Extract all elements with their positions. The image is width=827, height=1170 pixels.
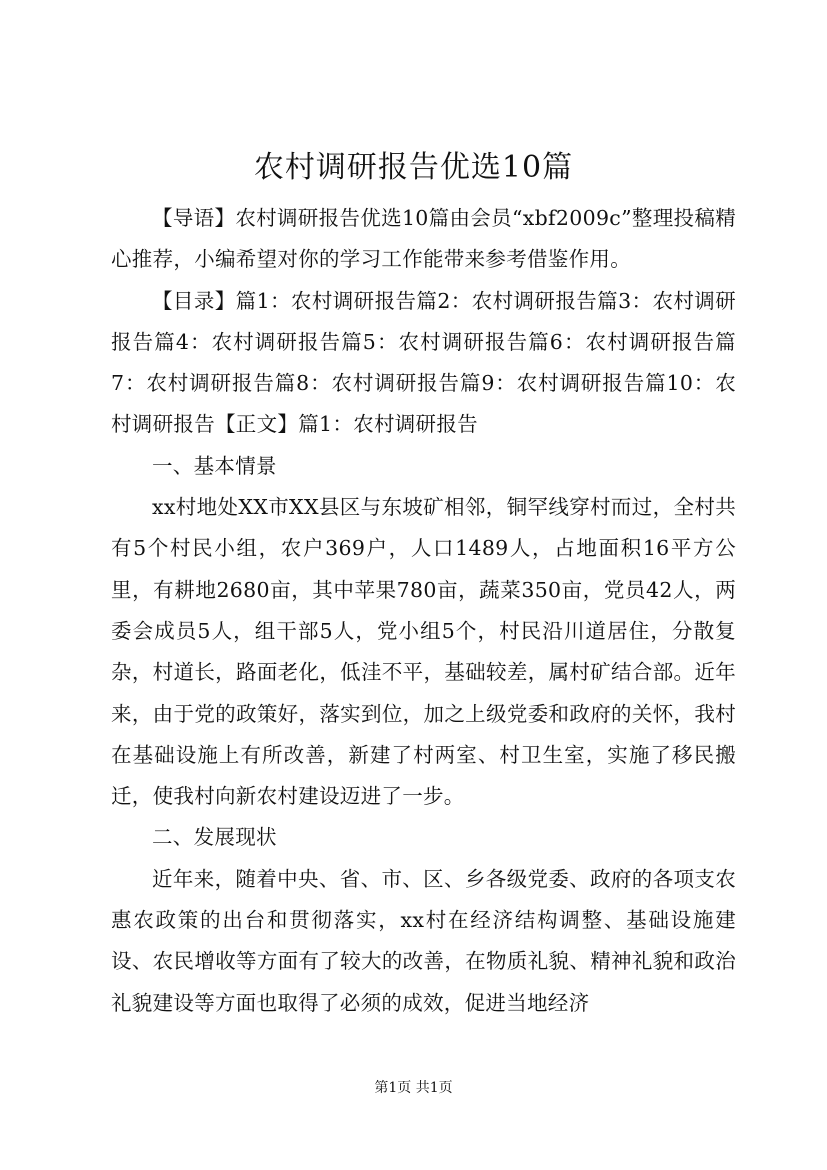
page-footer: 第1页 共1页: [374, 1080, 453, 1096]
status-paragraph: 近年来，随着中央、省、市、区、乡各级党委、政府的各项支农惠农政策的出台和贯彻落实，xx村在经济结构调整、基础设施建设、农民增收等方面有了较大的改善，在物质礼貌、精神礼貌和政治礼貌建设等方面也取得了必须的成效，促进当地经济: [111, 866, 736, 1015]
document-title: 农村调研报告优选10篇: [253, 150, 574, 185]
intro-paragraph: 【导语】农村调研报告优选10篇由会员“xbf2009c”整理投稿精心推荐，小编希望对你的学习工作能带来参考借鉴作用。: [111, 206, 736, 272]
section-heading-basic: 一、基本情景: [152, 453, 277, 478]
toc-paragraph: 【目录】篇1：农村调研报告篇2：农村调研报告篇3：农村调研报告篇4：农村调研报告篇5：农村调研报告篇6：农村调研报告篇7：农村调研报告篇8：农村调研报告篇9：农村调研报告篇10：农村调研报告【正文】篇1：农村调研报告: [111, 288, 736, 437]
section-heading-status: 二、发展现状: [152, 825, 277, 850]
basic-situation-paragraph: xx村地处XX市XX县区与东坡矿相邻，铜罕线穿村而过，全村共有5个村民小组，农户369户，人口1489人，占地面积16平方公里，有耕地2680亩，其中苹果780亩，蔬菜350亩，党员42人，两委会成员5人，组干部5人，党小组5个，村民沿川道居住，分散复杂，村道长，路面老化，低洼不平，基础较差，属村矿结合部。近年来，由于党的政策好，落实到位，加之上级党委和政府的关怀，我村在基础设施上有所改善，新建了村两室、村卫生室，实施了移民搬迁，使我村向新农村建设迈进了一步。: [111, 495, 736, 809]
document-body: [111, 198, 736, 1024]
